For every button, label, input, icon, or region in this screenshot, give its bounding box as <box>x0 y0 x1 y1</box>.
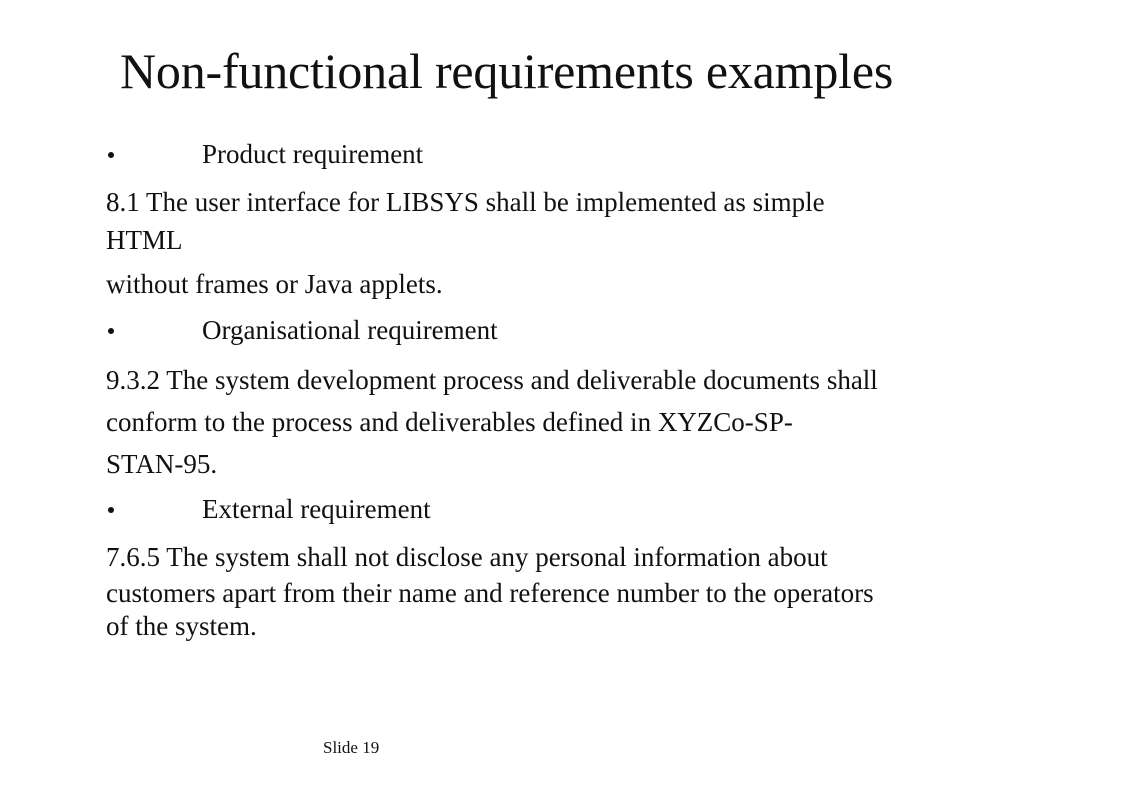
bullet-dot-icon <box>108 328 114 334</box>
slide-title: Non-functional requirements examples <box>120 43 894 99</box>
bullet-heading: Product requirement <box>202 139 424 169</box>
bullet-dot-icon <box>108 152 114 158</box>
bullet-heading: Organisational requirement <box>202 315 498 345</box>
paragraph-line: of the system. <box>106 611 257 641</box>
paragraph-line: conform to the process and deliverables defined in XYZCo-SP- <box>106 407 793 437</box>
paragraph-line: 8.1 The user interface for LIBSYS shall be implemented as simple <box>106 187 825 217</box>
requirement-paragraph-7-6-5 <box>106 539 828 575</box>
paragraph-line: HTML <box>106 225 183 255</box>
requirement-paragraph-9-3-2 <box>106 359 878 485</box>
bullet-heading: External requirement <box>202 494 431 524</box>
paragraph-line: customers apart from their name and reference number to the operators <box>106 578 874 608</box>
requirement-paragraph-8-1 <box>106 183 825 259</box>
paragraph-line: STAN-95. <box>106 449 218 479</box>
slide-number: Slide 19 <box>323 738 380 757</box>
requirement-paragraph-7-6-5-cont <box>106 577 874 643</box>
paragraph-line: 7.6.5 The system shall not disclose any personal information about <box>106 542 828 572</box>
paragraph-line: 9.3.2 The system development process and deliverable documents shall <box>106 365 878 395</box>
paragraph-line: without frames or Java applets. <box>106 269 443 299</box>
requirement-paragraph-8-1-cont <box>106 265 443 303</box>
bullet-dot-icon <box>108 507 114 513</box>
